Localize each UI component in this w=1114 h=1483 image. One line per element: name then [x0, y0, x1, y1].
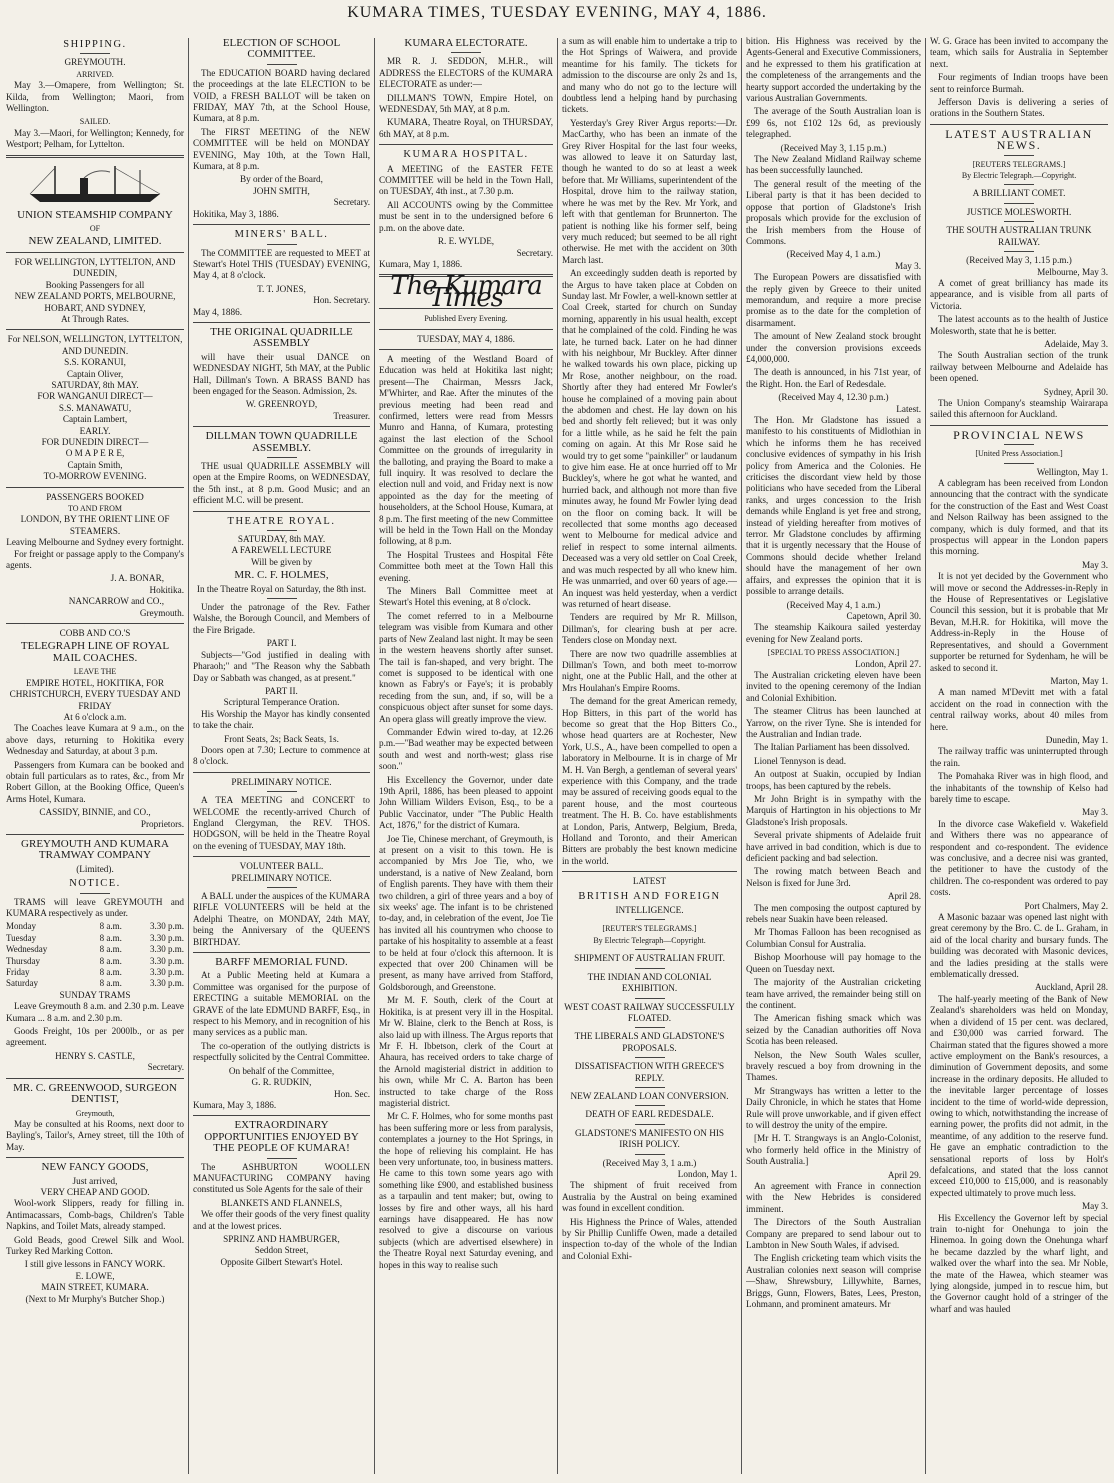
part-1-label: PART I. [266, 638, 297, 649]
dateline-may-3-c: May 3. [1081, 1201, 1108, 1212]
cobb-title: TELEGRAPH LINE OF ROYAL MAIL COACHES. [20, 640, 170, 664]
fancy-signature: E. LOWE, [75, 1270, 115, 1281]
tramway-title: GREYMOUTH AND KUMARA TRAMWAY COMPANY [21, 837, 169, 862]
election-text-1: The EDUCATION BOARD having declared the proceedings at the late ELECTION to be VOID, a FRESH BALLOT will be taken on FRIDAY, MAY 7th, at the School House, Kumara, at 8 p.m. [193, 67, 370, 124]
tea-meeting-text: A TEA MEETING and CONCERT to WELCOME the recently-arrived Church of England Clergyman, the REV. THOS. HODGSON, will be held in the Theatre Royal on the evening of TUESDAY, MAY 18th. [193, 795, 370, 851]
usc-london: LONDON, BY THE ORIENT LINE OF STEAMERS. [20, 514, 170, 536]
news-headline: WEST COAST RAILWAY SUCCESSFULLY FLOATED. [564, 1001, 735, 1023]
paper-date: TUESDAY, MAY 4, 1886. [417, 333, 515, 344]
barff-behalf: On behalf of the Committee, [228, 1065, 335, 1076]
usc-ship-2: S.S. MANAWATU, [58, 402, 132, 413]
timetable-cell: Monday [6, 921, 36, 932]
column-rule [741, 38, 742, 1474]
part-2-label: PART II. [265, 685, 298, 696]
theatre-lecture: A FAREWELL LECTURE [231, 545, 332, 556]
by-electric-telegraph: By Electric Telegraph—Copyright. [593, 935, 706, 945]
timetable-cell: 3.30 p.m. [149, 967, 184, 978]
article-midland-railway: The New Zealand Midland Railway scheme has been successfully launched. [746, 154, 921, 176]
wellington-dateline: Wellington, May 1. [1036, 466, 1108, 477]
melbourne-dateline: Melbourne, May 3. [1037, 266, 1108, 277]
tramway-signature: HENRY S. CASTLE, [55, 1050, 135, 1061]
preliminary-notice: PRELIMINARY NOTICE. [231, 776, 332, 787]
news-headline: THE LIBERALS AND GLADSTONE'S PROPOSALS. [574, 1031, 725, 1053]
theatre-patronage: Under the patronage of the Rev. Father Walshe, the Borough Council, and Members of the Fire Brigade. [193, 602, 370, 635]
article-sa-company: The Directors of the South Australian Company are prepared to send labour out to Lambton in New South Wales, if advised. [746, 1217, 921, 1251]
received-1: (Received May 3, 1.15 p.m.) [780, 142, 887, 153]
opposite-hotel: Opposite Gilbert Stewart's Hotel. [220, 1256, 343, 1267]
article-wairarapa: The Union Company's steamship Wairarapa sailed this afternoon for Auckland. [930, 397, 1108, 420]
usc-nz: NEW ZEALAND, LIMITED. [28, 235, 162, 248]
article-holmes-cont: a sum as will enable him to undertake a trip to the Hot Springs of Waiwera, and provide meantime for his family. The tickets for admission to the discourse are only 2s and 1s, and many who do not go to the lecture will doubtless lend a helping hand by purchasing tickets. [562, 36, 737, 115]
tramway-limited: (Limited). [76, 863, 114, 874]
article-sudden-death: An exceedingly sudden death is reported by the Argus to have taken place at Cobden on Sunday last. Mr Fowler, a well-known settler at Coal Creek, started for church on Sunday morning, apparently in his usual health, except that he complained of the cold. Finding he was late, he turned back. Later on he had dinner with his neighbour, Mr Buckley. After dinner he walked towards his own place, picking up Mr Rose, another neighbour, on the road. Shortly after they had entered Mr Fowler's house he complained of a moving pain about the abdomen and chest. He lay down on his bed and shortly felt relieved; but it was only for a little while, as he said he felt the pain coming on again. At this Mr Rose said he would try to get some "painkiller" or laudanum to give him ease. He at once hurried off to Mr Buckley's, where he got what he wanted, and hurried back, and although not more than five minutes away, he found Mr Fowler lying dead on the floor on coming back. It will be recollected that some months ago deceased went to Melbourne for medical advice and relief in respect to some internal ailments. Deceased was a very old settler on Coal Creek, and was much respected by all who knew him. He was unmarried, and over 60 years of age.—An inquest was held yesterday, when a verdict was returned of heart disease. [562, 268, 737, 609]
article-bright: Mr John Bright is in sympathy with the Marquis of Hartington in his objections to Mr Gladstone's Irish proposals. [746, 794, 921, 827]
fancy-text-1: Wool-work Slippers, ready for filling in. Antimacassars, Comb-bags, Children's Table Napkins, and Toilet Mats, already stamped. [6, 1198, 184, 1232]
article-prince-wales: His Highness the Prince of Wales, attended by Sir Phillip Cunliffe Owen, made a detailed inspection to-day of the whole of the Indian and Colonial Exhi- [562, 1216, 737, 1261]
usc-of: OF [89, 224, 101, 234]
provincial-news: PROVINCIAL NEWS [953, 427, 1085, 442]
article-pomahaka: The Pomahaka River was in high flood, and the inhabitants of the township of Kelso had barely time to escape. [930, 771, 1108, 804]
theatre-place: In the Theatre Royal on Saturday, the 8th inst. [196, 583, 367, 594]
dateline-april-29: April 29. [887, 1169, 921, 1180]
article-weather: Commander Edwin wired to-day, at 12.26 p.m.—"Bad weather may be expected between south and west and north-west; glass rise soon." [379, 726, 553, 772]
article-fruit-shipment: The shipment of fruit received from Australia by the Austral on being examined was found in excellent condition. [562, 1180, 737, 1214]
quadrille-text: will have their usual DANCE on WEDNESDAY NIGHT, 5th MAY, at the Public Hall, Dillman's Town. A BRASS BAND has been engaged for the Season. Admission, 2s. [193, 351, 370, 396]
usc-ship-3: O M A P E R E, [65, 448, 125, 459]
news-headline: NEW ZEALAND LOAN CONVERSION. [570, 1090, 729, 1101]
electorate-text: MR R. J. SEDDON, M.H.R., will ADDRESS the ELECTORS of the KUMARA ELECTORATE as under:— [379, 56, 553, 90]
usc-captain-1: Captain Oliver, [66, 368, 124, 379]
blankets-flannels: BLANKETS AND FLANNELS, [220, 1197, 343, 1208]
usc-passengers: PASSENGERS BOOKED [46, 491, 144, 502]
article-moorhouse: Bishop Moorhouse will pay homage to the Queen on Tuesday next. [746, 952, 921, 974]
hospital-text-1: A MEETING of the EASTER FETE COMMITTEE will be held in the Town Hall, on TUESDAY, 4th inst., at 7.30 p.m. [379, 163, 553, 197]
article-exhibition-cont: bition. His Highness was received by the Agents-General and Executive Commissioners, and he expressed to them his gratification at the completeness of the arrangements and the hearty support accorded the undertaking by the various Australian Governments. [746, 36, 921, 104]
part-2-text: Scriptural Temperance Oration. [223, 697, 340, 708]
election-order: By order of the Board, [240, 174, 323, 185]
extraordinary-title: EXTRAORDINARY OPPORTUNITIES ENJOYED BY THE PEOPLE OF KUMARA! [204, 1119, 359, 1155]
article-european-powers: The European Powers are dissatisfied with the reply given by Greece to their united memorandum, and require a more precise promise as to the date for the completion of disarmament. [746, 272, 921, 328]
fancy-street: MAIN STREET, KUMARA. [41, 1282, 149, 1293]
article-railway-traffic: The railway traffic was uninterrupted through the rain. [930, 746, 1108, 768]
union-steamship-title: UNION STEAMSHIP COMPANY [17, 208, 173, 221]
article-adelaide-fruit: Several private shipments of Adelaide fruit have arrived in bad condition, which is due to deficient packing and bad selection. [746, 830, 921, 864]
latest-dateline: Latest. [896, 403, 921, 414]
hospital-text-2: All ACCOUNTS owing by the Committee must be sent in to the undersigned before 6 p.m. on the above date. [379, 199, 553, 233]
usc-booking: Booking Passengers for all [45, 279, 145, 290]
article-italian-parliament: The Italian Parliament has been dissolved. [754, 742, 910, 753]
timetable-cell: Thursday [6, 955, 40, 966]
fancy-text-2: Gold Beads, good Crewel Silk and Wool. Turkey Red Marking Cotton. [6, 1234, 184, 1256]
miners-signature: T. T. JONES, [257, 283, 306, 294]
article-hospital-trustees: The Hospital Trustees and Hospital Fête Committee both meet at the Town Hall this evening. [379, 549, 553, 583]
sailed-text: May 3.—Maori, for Wellington; Kennedy, for Westport; Pelham, for Lyttelton. [6, 127, 184, 150]
volunteer-ball-text: A BALL under the auspices of the KUMARA RIFLE VOLUNTEERS will be held at the Adelphi Theatre, on MONDAY, 24th MAY, being the Anniversary of the QUEEN'S BIRTHDAY. [193, 891, 370, 947]
column-2 [193, 36, 370, 1476]
column-3 [379, 36, 553, 1476]
timetable-cell: 8 a.m. [99, 932, 122, 943]
usc-date-2: EARLY. [79, 425, 111, 436]
article-grace: W. G. Grace has been invited to accompany the team, which sails for Australia in September next. [930, 36, 1108, 69]
article-mdevitt: A man named M'Devitt met with a fatal accident on the road in connection with the central railway works, about 40 miles from here. [930, 687, 1108, 732]
article-rowing: The rowing match between Beach and Nelson is fixed for June 3rd. [746, 866, 921, 888]
news-headline: DEATH OF EARL REDESDALE. [585, 1109, 714, 1120]
article-governor: His Excellency the Governor left by special train to-night for Onehunga to join the Hinemoa. In going down the Onehunga wharf he became dazzled by the wharf light, and walked over the wharf into the sea. Mr Noble, the mate of the Hawea, which steamer was lying alongside, jumped in to rescue him, but the Governor caught hold of a stringer of the wharf and was hauled [930, 1212, 1108, 1314]
article-masonic-bazaar: A Masonic bazaar was opened last night with great ceremony by the Bro. C. de L. Graham, in aid of the local charity and bursary funds. The building was decorated with Masonic devices, and the ladies presiding at the stalls were emblematically dressed. [930, 912, 1108, 980]
fancy-lessons: I still give lessons in FANCY WORK. [24, 1259, 166, 1270]
timetable-cell: 8 a.m. [99, 978, 122, 989]
tramway-notice: NOTICE. [69, 878, 121, 890]
marton-dateline: Marton, May 1. [1050, 675, 1108, 686]
tramway-secretary: Secretary. [147, 1062, 184, 1073]
article-kaikoura: The steamship Kaikoura sailed yesterday evening for New Zealand ports. [746, 622, 921, 644]
article-clerks: Mr M. F. South, clerk of the Court at Hokitika, is at present very ill in the Hospital. Mr W. Blaine, clerk to the Bench at Ross, is also laid up with illness. The Argus reports that Mr F. H. Ibbetson, clerk of the Court at Ahaura, has received orders to take charge of the Arnold magisterial district in addition to his own, while Mr C. A. Barton has been instructed to take charge of the Ross magisterial district. [379, 995, 553, 1108]
intelligence-label: INTELLIGENCE. [615, 905, 684, 916]
election-secretary: Secretary. [333, 197, 370, 208]
published-every-evening: Published Every Evening. [424, 314, 508, 324]
column-rule [557, 38, 558, 1474]
cobb-text-1: The Coaches leave Kumara at 9 a.m., on the above days, returning to Hokitika every Wednesday and Saturday, at about 3 p.m. [6, 723, 184, 757]
news-headline: DISSATISFACTION WITH GREECE'S REPLY. [574, 1061, 725, 1083]
news-headline: SHIPMENT OF AUSTRALIAN FRUIT. [574, 953, 725, 964]
article-tenders: Tenders are required by Mr R. Millson, Dillman's, for clearing bush at per acre. Tenders close on Monday next. [562, 612, 737, 646]
article-cricket-eleven: The Australian cricketing eleven have been invited to the opening ceremony of the Indian and Colonial Exhibition. [746, 669, 921, 703]
received-2: (Received May 4, 1 a.m.) [786, 249, 881, 260]
fancy-next-to: (Next to Mr Murphy's Butcher Shop.) [25, 1293, 165, 1304]
article-trunk-railway: The South Australian section of the trunk railway between Melbourne and Adelaide has been opened. [930, 350, 1108, 384]
received-3: (Received May 4, 12.30 p.m.) [778, 392, 889, 403]
cobb-time: At 6 o'clock a.m. [63, 711, 127, 722]
quadrille-title: THE ORIGINAL QUADRILLE ASSEMBLY [210, 325, 353, 350]
timetable-row [6, 921, 184, 932]
article-address-in-reply: It is not yet decided by the Government who will move or second the Addresses-in-Reply in the House of Representatives or Legislative Council this session, but it is probable that Mr Bevan, M.H.R. for Hokitika, will move the Address-in-Reply in the House of Representatives, and should a Government supporter be returned for Sydenham, he will be asked to second it. [930, 571, 1108, 673]
article-divorce: In the divorce case Wakefield v. Wakefield and Withers there was no appearance of respondent and co-respondent. The evidence was conclusive, and a decree nisi was granted, the petitioner to have the custody of the children. The co-respondent was ordered to pay costs. [930, 818, 1108, 898]
extraordinary-text: The ASHBURTON WOOLLEN MANUFACTURING COMPANY having constituted us Sole Agents for the sale of their [193, 1161, 370, 1195]
article-holmes: Mr C. F. Holmes, who for some months past has been suffering more or less from paralysis, contemplates a journey to the Hot Springs, in the hope of relieving his complaint. He has been very unfortunate, too, in business matters. He came to this town some years ago with something like £900, and established business as a tarpaulin and tent maker; but, owing to losses by fire and other ways, all his hard earnings have disappeared. He has now resolved to give a discourse on various subjects (which are advertised elsewhere) in the Theatre Royal next Saturday evening, and hopes in this way to realise such [379, 1111, 553, 1270]
article-sa-loan: The average of the South Australian loan is £99 6s, not £102 12s 6d, as previously telegraphed. [746, 106, 921, 140]
timetable-cell: 3.30 p.m. [149, 944, 184, 955]
column-4 [562, 36, 737, 1476]
article-clitrus: The steamer Clitrus has been launched at Yarrow, on the river Tyne. She is intended for the Australian and Indian trade. [746, 706, 921, 739]
timetable-cell: 3.30 p.m. [149, 932, 184, 943]
article-suakin: An outpost at Suakin, occupied by Indian troops, has been captured by the rebels. [746, 769, 921, 791]
cobb-signature: CASSIDY, BINNIE, and CO., [39, 807, 151, 818]
paper-nameplate: The Kumara Times [390, 271, 542, 313]
timetable-row [6, 956, 184, 967]
barff-title: BARFF MEMORIAL FUND. [215, 956, 348, 969]
column-rule [188, 38, 189, 1474]
united-press-association: [United Press Association.] [975, 449, 1063, 459]
dateline-may-3-col6: May 3. [1081, 559, 1108, 570]
dateline-may-3-b: May 3. [1081, 807, 1108, 818]
barff-signature: G. R. RUDKIN, [251, 1077, 312, 1088]
usc-freight: For freight or passage apply to the Company's agents. [6, 548, 184, 571]
volunteer-ball: VOLUNTEER BALL. [239, 861, 324, 872]
article-cablegram: A cablegram has been received from London announcing that the contract with the syndicate for the construction of the East and West Coast and Nelson Railway has been assigned to the company, which is duly formed, and that its prospectus will appear in the London papers this morning. [930, 478, 1108, 557]
theatre-date: SATURDAY, 8th MAY. [237, 534, 326, 545]
dunedin-dateline: Dunedin, May 1. [1045, 734, 1108, 745]
shipping-port: GREYMOUTH. [64, 57, 126, 68]
theatre-doors: Doors open at 7.30; Lecture to commence at 8 o'clock. [193, 744, 370, 767]
usc-rates: At Through Rates. [61, 313, 129, 324]
timetable-cell: Wednesday [6, 944, 48, 955]
usc-agent-2: NANCARROW and CO., [68, 596, 164, 607]
quadrille-signature: W. GREENROYD, [245, 399, 318, 410]
electorate-dillman: DILLMAN'S TOWN, Empire Hotel, on WEDNESDAY, 5th MAY, at 8 p.m. [379, 92, 553, 115]
tramway-notice-text: TRAMS will leave GREYMOUTH and KUMARA respectively as under. [6, 896, 184, 918]
news-headlines [562, 953, 737, 1150]
cobb-leave: LEAVE THE [73, 667, 117, 677]
timetable-cell: 8 a.m. [99, 921, 122, 932]
masthead [0, 4, 1114, 34]
timetable-cell: 8 a.m. [99, 955, 122, 966]
timetable-row [6, 978, 184, 989]
seddon-street: Seddon Street, [254, 1245, 309, 1256]
usc-ship-1: S.S. KORANUI, [64, 357, 126, 368]
london-dateline-27: London, April 27. [855, 658, 921, 669]
received-col6: (Received May 3, 1.15 p.m.) [966, 255, 1072, 266]
election-signature: JOHN SMITH, [253, 185, 310, 196]
hospital-signature: R. E. WYLDE, [437, 236, 495, 247]
cobb-heading: COBB AND CO.'S [59, 628, 131, 639]
reuters-label: [REUTER'S TELEGRAMS.] [602, 924, 697, 934]
sailed-label: SAILED. [79, 117, 111, 127]
shipping-heading: SHIPPING. [63, 39, 127, 50]
preliminary-notice-2: PRELIMINARY NOTICE. [231, 872, 332, 883]
latest-label: LATEST [632, 876, 667, 887]
reuters-label-2: [REUTERS TELEGRAMS.] [972, 159, 1066, 169]
capetown-dateline: Capetown, April 30. [846, 610, 921, 621]
article-english-cricket: The English cricketing team which visits the Australian colonies next season will comprise—Shaw, Shrewsbury, Lillywhite, Barnes, Briggs, Gunn, Flowers, Bates, Lees, Preston, Lohmann, and prominent amateurs. Mr [746, 1253, 921, 1310]
headline-justice: JUSTICE MOLESWORTH. [966, 206, 1072, 217]
timetable-cell: 3.30 p.m. [149, 978, 184, 989]
article-strangways-note: [Mr H. T. Strangways is an Anglo-Colonist, who formerly held office in the Ministry of South Australia.] [746, 1133, 921, 1167]
british-foreign-heading: BRITISH AND FOREIGN [578, 890, 721, 902]
timetable-cell: 8 a.m. [99, 967, 122, 978]
barff-text-1: At a Public Meeting held at Kumara a Committee was organised for the purpose of ERECTING a suitable MEMORIAL on the GRAVE of the late EDMUND BARFF, Esq., in respect to his Memory, and in recognition of his many services as a public man. [193, 970, 370, 1038]
column-rule [925, 38, 926, 1474]
london-dateline: London, May 1. [677, 1168, 737, 1179]
usc-agent-2-town: Greymouth. [139, 607, 184, 618]
part-1-text: Subjects—"God justified in dealing with Pharaoh;" and "The Reason why the Sabbath Day or Sabbath was changed, as at present." [193, 649, 370, 683]
article-molesworth: The latest accounts as to the health of Justice Molesworth, state that he is better. [930, 314, 1108, 336]
article-hop-bitters: The demand for the great American remedy, Hop Bitters, in this part of the world has become so great that the Hop Bitters Co., whose head quarters are at Rochester, New York, U.S., A., have been compelled to open a laboratory in Melbourne. It is in charge of Mr M. H. Van Bergh, a gentleman of several years' experience with this Company, and the trade may be assured of receiving goods equal to the parent house, and the most courteous treatment. The H. B. Co. have establishments at London, Paris, Antwerp, Belgium, Breda, Holland and Toronto, and their American Bitters are probably the best known medicine in the world. [562, 696, 737, 866]
port-chalmers-dateline: Port Chalmers, May 2. [1024, 900, 1108, 911]
timetable-cell: 3.30 p.m. [149, 955, 184, 966]
article-jefferson-davis: Jefferson Davis is delivering a series of orations in the Southern States. [930, 97, 1108, 119]
election-date: Hokitika, May 3, 1886. [193, 208, 279, 219]
usc-route-4: FOR DUNEDIN DIRECT— [41, 436, 149, 447]
fancy-goods-title: NEW FANCY GOODS, [41, 1161, 149, 1174]
headline-trunk-railway: THE SOUTH AUSTRALIAN TRUNK RAILWAY. [946, 225, 1092, 247]
received-4: (Received May 4, 1 a.m.) [786, 599, 881, 610]
cobb-text-2: Passengers from Kumara can be booked and obtain full particulars as to rates, &c., from Mr Robert Gillon, at the Booking Office, Queen's Arms Hotel, Kumara. [6, 759, 184, 804]
article-redesdale: The death is announced, in his 71st year, of the Right. Hon. the Earl of Redesdale. [746, 367, 921, 389]
dentist-title: MR. C. GREENWOOD, SURGEON DENTIST, [13, 1081, 177, 1106]
hospital-secretary: Secretary. [516, 247, 553, 258]
article-nz-stock: The amount of New Zealand stock brought under the conversion provisions exceeds £4,000,000. [746, 331, 921, 364]
theatre-given-by: Will be given by [250, 556, 313, 567]
miners-date: May 4, 1886. [193, 306, 242, 317]
hospital-title: KUMARA HOSPITAL. [403, 149, 529, 161]
barff-text-2: The co-operation of the outlying districts is respectfully solicited by the Central Committee. [193, 1040, 370, 1063]
auckland-dateline: Auckland, April 28. [1035, 982, 1108, 993]
arrived-label: ARRIVED. [76, 69, 114, 79]
article-fishing-smack: The American fishing smack which was seized by the Canadian authorities off Nova Scotia has been released. [746, 1013, 921, 1047]
news-headline: GLADSTONE'S MANIFESTO ON HIS IRISH POLICY. [574, 1127, 725, 1150]
hospital-date: Kumara, May 1, 1886. [379, 258, 463, 269]
usc-leaving: Leaving Melbourne and Sydney every fortnight. [6, 537, 184, 548]
timetable-cell: Friday [6, 967, 30, 978]
masthead-title: KUMARA TIMES, TUESDAY EVENING, MAY 4, 1886. [347, 4, 767, 21]
dillman-title: DILLMAN TOWN QUADRILLE ASSEMBLY. [205, 430, 358, 454]
article-joe-tie: Joe Tie, Chinese merchant, of Greymouth, is at present on a visit to this town. He is accompanied by Mrs Joe Tie, who, we understand, is a native of New Zealand, born of English parents. They have with them their two children, a girl of three years and a boy of six weeks' age. The infant is to be christened to-day, and, in celebration of the event, Joe Tie has invited all his countrymen who choose to partake of his hospitality to assemble at a feast to be held at four o'clock this afternoon. It is expected that over 200 Chinamen will be present, as many have arrived from Stafford, Goldsborough, and Greenstone. [379, 833, 553, 992]
theatre-mayor: His Worship the Mayor has kindly consented to take the chair. [193, 708, 370, 731]
article-burmah: Four regiments of Indian troops have been sent to reinforce Burmah. [930, 72, 1108, 94]
fancy-just-arrived: Just arrived, [72, 1175, 118, 1186]
usc-captain-3: Captain Smith, [67, 459, 123, 470]
barff-date: Kumara, May 3, 1886. [193, 1099, 277, 1110]
article-vaccinator: His Excellency the Governor, under date 19th April, 1886, has been pleased to appoint John William Wilders Evison, Esq., to be a Public Vaccinator, under "The Public Health Act, 1876," for the district of Kumara. [379, 774, 553, 831]
column-rule [374, 38, 375, 1474]
dentist-location: Greymouth, [75, 1108, 115, 1118]
article-gladstone-manifesto: The Hon. Mr Gladstone has issued a manifesto to his constituents of Midlothian in which he informs them he has received conclusive evidences of sympathy in his Irish policy from America and the Colonies. He criticises the discordant view held by those politicians who have seceded from the Liberal ranks, and urges concession to the Irish demands while England is yet free and strong, instead of yielding hereafter from motives of terror. Mr Gladstone concludes by affirming that it is urgently necessary that the House of Commons should decide whether Ireland should have the management of her own affairs, and expresses the opinion that it is possible to arrange details. [746, 415, 921, 597]
article-cricket-team: The majority of the Australian cricketing team have arrived, the remainder being still on the continent. [746, 977, 921, 1010]
timetable-row [6, 967, 184, 978]
article-comet: The comet referred to in a Melbourne telegram was visible from Kumara and other parts of New Zealand last night. It may be seen in the western heavens shortly after sunset. The tail is fan-shaped, and very bright. The comet is supposed to be identical with one known as Fabry's or Faye's; it is probably receding from the sun, and, if so, will be a conspicuous object after sunset for some days. An opera glass will greatly improve the view. [379, 610, 553, 724]
timetable-cell: Saturday [6, 978, 38, 989]
miners-ball-title: MINERS' BALL. [234, 229, 329, 241]
steamship-icon [20, 164, 170, 204]
dentist-text: May be consulted at his Rooms, next door to Bayling's, Tailor's, Arney street, till the 10th of May. [6, 1118, 184, 1152]
dateline-may-3: May 3. [894, 260, 921, 271]
latest-australian-news: LATEST AUSTRALIAN NEWS. [945, 126, 1093, 153]
article-strangways: Mr Strangways has written a letter to the Daily Chronicle, in which he states that Home Rule will prove unworkable, and if given effect to will destroy the unity of the empire. [746, 1085, 921, 1130]
usc-captain-2: Captain Lambert, [62, 414, 128, 425]
usc-to-from: TO AND FROM [67, 504, 123, 513]
miners-ball-text: The COMMITTEE are requested to MEET at Stewart's Hotel THIS (TUESDAY) EVENING, May 4, at 8 o'clock. [193, 247, 370, 281]
article-falloon: Mr Thomas Falloon has been recognised as Columbian Consul for Australia. [746, 927, 921, 949]
cobb-hotel: EMPIRE HOTEL, HOKITIKA, FOR CHRISTCHURCH, EVERY TUESDAY AND FRIDAY [9, 677, 181, 711]
timetable-row [6, 933, 184, 944]
extraordinary-text-2: We offer their goods of the very finest quality and at the lowest prices. [193, 1209, 370, 1231]
article-miners-ball: The Miners Ball Committee meet at Stewart's Hotel this evening, at 8 o'clock. [379, 586, 553, 608]
tram-timetable [6, 921, 184, 989]
fancy-cheap: VERY CHEAP AND GOOD. [40, 1186, 150, 1197]
column-6 [930, 36, 1108, 1476]
news-headline: THE INDIAN AND COLONIAL EXHIBITION. [587, 971, 712, 994]
article-maccarthy: Yesterday's Grey River Argus reports:—Dr. MacCarthy, who has been an inmate of the Grey River Hospital for the last four weeks, was allowed to leave it on Saturday last, though he wanted to do so at least a week before that. Mr Williams, superintendent of the Hospital, drove him to the railway station, where he was met by the Rev. Mr York, and left with that gentleman for Brunnerton. The patient is nothing like his former self, being very much reduced; but seemed to be all right otherwise. He met with the accident on 30th March last. [562, 117, 737, 265]
sprinz-hamburger: SPRINZ AND HAMBURGER, [223, 1233, 340, 1244]
column-5 [746, 36, 921, 1476]
sunday-text: Leave Greymouth 8 a.m. and 2.30 p.m. Leave Kumara ... 8 a.m. and 2.30 p.m. [6, 1001, 184, 1023]
article-liberal-party: The general result of the meeting of the Liberal party is that it has been decided to oppose that portion of Gladstone's Irish proposals which provide for the exclusion of the Irish members from the House of Commons. [746, 178, 921, 246]
theatre-title: THEATRE ROYAL. [227, 515, 336, 527]
article-quadrille: There are now two quadrille assemblies at Dillman's Town, and both meet to-morrow night, one at the Public Hall, and the other at Mrs Houlahan's Empire Rooms. [562, 648, 737, 693]
election-text-2: The FIRST MEETING of the NEW COMMITTEE will be held on MONDAY EVENING, May 10th, at the Town Hall, Kumara, at 8 p.m. [193, 126, 370, 172]
received-label: (Received May 3, 1 a.m.) [602, 1157, 697, 1168]
electorate-kumara: KUMARA, Theatre Royal, on THURSDAY, 6th MAY, at 8 p.m. [379, 117, 553, 139]
usc-date-1: SATURDAY, 8th MAY. [51, 379, 139, 390]
timetable-row [6, 944, 184, 955]
article-nelson-sculler: Nelson, the New South Wales sculler, bravely rescued a boy from drowning in the Thames. [746, 1049, 921, 1083]
electorate-title: KUMARA ELECTORATE. [404, 37, 528, 49]
cobb-proprietors: Proprietors. [140, 818, 184, 829]
quadrille-treasurer: Treasurer. [333, 410, 370, 421]
by-electric-telegraph-2: By Electric Telegraph.—Copyright. [961, 171, 1077, 181]
adelaide-dateline: Adelaide, May 3. [1044, 338, 1108, 349]
dillman-text: THE usual QUADRILLE ASSEMBLY will open at the Empire Rooms, on WEDNESDAY, the 5th inst., at 8 p.m. Good Music; and an efficient M.C. will be present. [193, 461, 370, 506]
usc-route-3: FOR WANGANUI DIRECT— [37, 391, 153, 402]
goods-freight: Goods Freight, 10s per 2000lb., or as per agreement. [6, 1026, 184, 1048]
usc-agent-1-town: Hokitika. [149, 584, 184, 595]
sydney-dateline: Sydney, April 30. [1043, 386, 1108, 397]
article-new-hebrides: An agreement with France in connection with the New Hebrides is considered imminent. [746, 1181, 921, 1214]
article-outpost-released: The men composing the outpost captured by rebels near Suakin have been released. [746, 902, 921, 925]
dateline-april-28: April 28. [887, 891, 921, 902]
usc-route-2: For NELSON, WELLINGTON, LYTTELTON, AND DUNEDIN. [7, 334, 183, 356]
article-tennyson: Lionel Tennyson is dead. [754, 755, 847, 766]
special-press-association: [SPECIAL TO PRESS ASSOCIATION.] [767, 648, 900, 658]
usc-agent-1: J. A. BONAR, [110, 573, 164, 584]
column-1 [6, 36, 184, 1476]
usc-route-1: FOR WELLINGTON, LYTTELTON, AND DUNEDIN, [14, 256, 176, 279]
usc-ports: NEW ZEALAND PORTS, MELBOURNE, HOBART, AND SYDNEY, [14, 291, 176, 313]
sunday-trams: SUNDAY TRAMS [59, 989, 131, 1000]
usc-date-3: TO-MORROW EVENING. [43, 471, 147, 482]
headline-comet: A BRILLIANT COMET. [972, 188, 1066, 199]
timetable-cell: 8 a.m. [99, 944, 122, 955]
barff-secretary: Hon. Sec. [334, 1088, 370, 1099]
timetable-cell: Tuesday [6, 932, 37, 943]
miners-secretary: Hon. Secretary. [313, 295, 370, 306]
election-title: ELECTION OF SCHOOL COMMITTEE. [222, 37, 341, 61]
article-education-board: A meeting of the Westland Board of Education was held at Hokitika last night; present—The Chairman, Messrs Jack, M'Whirter, and Rae. After the minutes of the previous meeting had been read and confirmed, letters were read from Messrs Munro and Hanna, of Kumara, protesting against the last election of the School Committee on the grounds of irregularity in the balloting, and praying the Board to make a full inquiry. It was resolved to declare the election null and void, and Friday next is now appointed as the day for the meeting of householders, at the School House, Kumara, at 8 p.m. The first meeting of the new Committee will be held in the Town Hall on the Monday following, at 8 p.m. [379, 353, 553, 547]
arrived-text: May 3.—Omapere, from Wellington; St. Kilda, from Wellington; Maori, from Wellington. [6, 80, 184, 114]
article-brilliant-comet: A comet of great brilliancy has made its appearance, and is visible from all parts of Victoria. [930, 277, 1108, 311]
article-bank-nz: The half-yearly meeting of the Bank of New Zealand's shareholders was held on Monday, when a dividend of 15 per cent. was declared, and £30,000 was carried forward. The Chairman stated that the figures showed a more active employment on the Bank's resources, a diminution of Government deposits, and some increase in the ordinary deposits. He alluded to the inevitable larger percentage of losses incident to the time of world-wide depression, owing to which, notwithstanding the increase of earning power, the profits did not admit, in the meantime, of any addition to the reserve fund. He gave an emphatic contradiction to the sensational reports of loss by Holt's defalcations, and stated that the loss cannot exceed £10,000 to £15,000, and is reasonably expected ultimately to prove much less. [930, 993, 1108, 1198]
timetable-cell: 3.30 p.m. [149, 921, 184, 932]
theatre-lecturer: MR. C. F. HOLMES, [234, 569, 329, 582]
theatre-seats: Front Seats, 2s; Back Seats, 1s. [224, 733, 339, 744]
